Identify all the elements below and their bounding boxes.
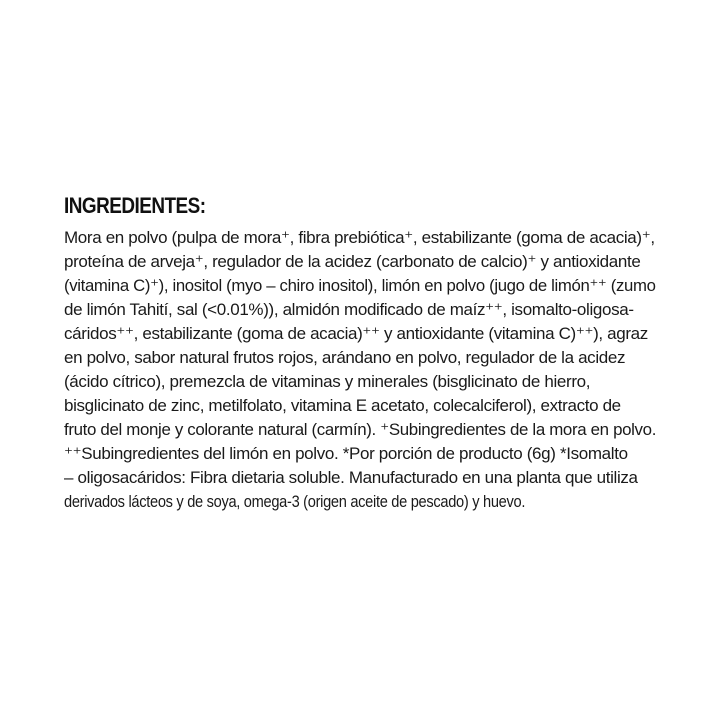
ingredients-line: en polvo, sabor natural frutos rojos, arándano en polvo, regulador de la acidez [64, 348, 626, 367]
ingredients-line: de limón Tahití, sal (<0.01%)), almidón modificado de maíz⁺⁺, isomalto-oligosa- [64, 300, 634, 319]
ingredients-line: ⁺⁺Subingredientes del limón en polvo. *Por porción de producto (6g) *Isomalto [64, 444, 628, 463]
ingredients-heading: INGREDIENTES: [64, 193, 206, 218]
ingredients-line: cáridos⁺⁺, estabilizante (goma de acacia)⁺⁺ y antioxidante (vitamina C)⁺⁺), agraz [64, 324, 648, 343]
ingredients-line: – oligosacáridos: Fibra dietaria soluble. Manufacturado en una planta que utiliza [64, 468, 638, 487]
ingredients-block [64, 192, 664, 514]
ingredients-line: Mora en polvo (pulpa de mora⁺, fibra prebiótica⁺, estabilizante (goma de acacia)⁺, [64, 228, 655, 247]
ingredients-line: derivados lácteos y de soya, omega-3 (origen aceite de pescado) y huevo. [64, 492, 526, 511]
ingredients-line: fruto del monje y colorante natural (carmín). ⁺Subingredientes de la mora en polvo. [64, 420, 657, 439]
ingredients-line: (ácido cítrico), premezcla de vitaminas y minerales (bisglicinato de hierro, [64, 372, 591, 391]
ingredients-line: proteína de arveja⁺, regulador de la acidez (carbonato de calcio)⁺ y antioxidante [64, 252, 641, 271]
ingredients-text [64, 226, 664, 514]
ingredients-line: (vitamina C)⁺), inositol (myo – chiro inositol), limón en polvo (jugo de limón⁺⁺ (zumo [64, 276, 656, 295]
ingredients-line: bisglicinato de zinc, metilfolato, vitamina E acetato, colecalciferol), extracto de [64, 396, 621, 415]
